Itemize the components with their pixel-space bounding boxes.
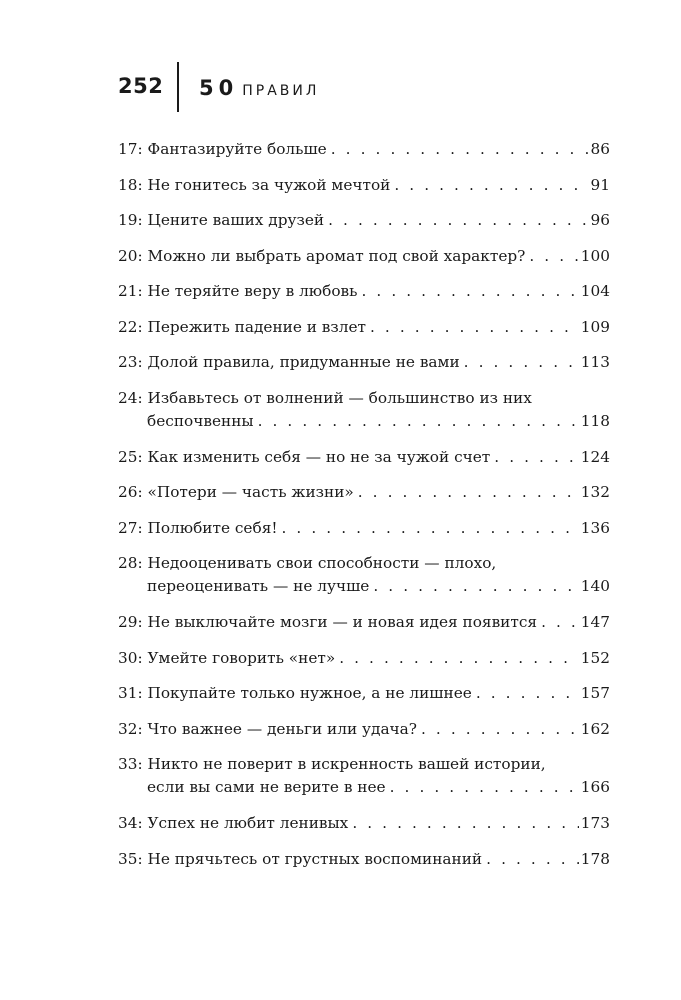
toc-entry-title-continued: беспочвенны	[147, 411, 254, 430]
dot-leader	[328, 209, 588, 232]
dot-leader	[464, 351, 579, 374]
dot-leader	[258, 410, 579, 433]
book-title-number: 50	[199, 76, 239, 100]
dot-leader	[394, 174, 588, 197]
toc-entry-title: Не гонитесь за чужой мечтой	[147, 175, 391, 194]
toc-entry-page: 147	[580, 613, 610, 631]
toc-entry-title: Фантазируйте больше	[147, 140, 327, 158]
toc-entry-title-continued: переоценивать — не лучше	[147, 577, 370, 595]
toc-entry-number: 33:	[118, 755, 143, 773]
toc-entry-title: Можно ли выбрать аромат под свой характер?	[147, 246, 526, 265]
toc-entry-number: 21:	[118, 282, 143, 300]
toc-entry-title-continued: если вы сами не верите в нее	[147, 778, 386, 796]
toc-entry[interactable]	[118, 611, 610, 647]
toc-entry-page: 91	[590, 175, 610, 194]
toc-entry-page: 104	[580, 282, 610, 300]
toc-entry[interactable]	[118, 848, 610, 884]
toc-entry[interactable]	[118, 812, 610, 848]
toc-entry-page: 157	[580, 684, 610, 702]
toc-entry-title: Пережить падение и взлет	[147, 317, 366, 336]
toc-entry-number: 32:	[118, 719, 143, 738]
toc-entry-title: Избавьтесь от волнений — большинство из них	[147, 388, 532, 407]
toc-entry-page: 162	[580, 719, 610, 738]
toc-entry-title: Не прячьтесь от грустных воспоминаний	[147, 849, 483, 868]
toc-entry-number: 20:	[118, 246, 143, 265]
toc-entry-number: 30:	[118, 648, 143, 667]
toc-entry-page: 96	[590, 211, 610, 229]
running-header	[118, 62, 598, 112]
toc-entry[interactable]	[118, 682, 610, 718]
toc-entry-number: 26:	[118, 483, 143, 501]
toc-entry-title: Успех не любит ленивых	[147, 814, 349, 832]
toc-entry-title: Покупайте только нужное, а не лишнее	[147, 684, 472, 702]
dot-leader	[390, 776, 579, 799]
toc-entry-page: 124	[580, 447, 610, 466]
toc-entry[interactable]	[118, 316, 610, 352]
toc-entry[interactable]	[118, 138, 610, 174]
toc-entry[interactable]	[118, 245, 610, 281]
toc-entry-page: 113	[580, 353, 610, 371]
page-number: 252	[118, 74, 164, 98]
dot-leader	[373, 575, 578, 598]
toc-entry-title: Как изменить себя — но не за чужой счет	[147, 447, 491, 466]
toc-entry-page: 166	[580, 778, 610, 796]
toc-entry-page: 178	[580, 849, 610, 868]
toc-entry-number: 18:	[118, 175, 143, 194]
toc-entry-title: «Потери — часть жизни»	[147, 483, 354, 501]
dot-leader	[358, 481, 579, 504]
toc-entry-page: 109	[580, 317, 610, 336]
toc-entry-title: Долой правила, придуманные не вами	[147, 353, 460, 371]
toc-entry[interactable]	[118, 209, 610, 245]
toc-entry-title: Цените ваших друзей	[147, 211, 325, 229]
toc-entry-number: 27:	[118, 518, 143, 537]
toc-entry-page: 86	[590, 140, 610, 158]
toc-entry[interactable]	[118, 718, 610, 754]
toc-entry-number: 25:	[118, 447, 143, 466]
toc-entry[interactable]	[118, 552, 610, 611]
toc-entry-number: 22:	[118, 317, 143, 336]
toc-entry-page: 136	[580, 518, 610, 537]
toc-entry-title: Не выключайте мозги — и новая идея появится	[147, 613, 538, 631]
toc-entry-number: 28:	[118, 554, 143, 572]
toc-entry-page: 100	[580, 246, 610, 265]
toc-entry[interactable]	[118, 446, 610, 482]
toc-entry[interactable]	[118, 280, 610, 316]
toc-entry-title: Не теряйте веру в любовь	[147, 282, 358, 300]
book-title	[199, 76, 319, 100]
toc-entry[interactable]	[118, 351, 610, 387]
dot-leader	[486, 848, 579, 871]
toc-entry-title: Что важнее — деньги или удача?	[147, 719, 417, 738]
toc-entry-page: 132	[580, 483, 610, 501]
toc-entry-number: 31:	[118, 684, 143, 702]
dot-leader	[494, 446, 579, 469]
dot-leader	[476, 682, 579, 705]
toc-entry-number: 19:	[118, 211, 143, 229]
toc-entry[interactable]	[118, 481, 610, 517]
toc-entry-page: 152	[580, 648, 610, 667]
dot-leader	[282, 517, 579, 540]
toc-entry-title: Умейте говорить «нет»	[147, 648, 336, 667]
toc-entry-number: 24:	[118, 388, 143, 407]
toc-entry-title: Полюбите себя!	[147, 518, 278, 537]
header-divider	[177, 62, 179, 112]
dot-leader	[370, 316, 579, 339]
toc-entry[interactable]	[118, 174, 610, 210]
toc-entry-number: 29:	[118, 613, 143, 631]
dot-leader	[421, 718, 579, 741]
toc-entry-number: 23:	[118, 353, 143, 371]
book-title-word: ПРАВИЛ	[242, 83, 320, 99]
dot-leader	[361, 280, 578, 303]
toc-entry[interactable]	[118, 387, 610, 446]
toc-entry-page: 140	[580, 577, 610, 595]
toc-entry-number: 35:	[118, 849, 143, 868]
toc-entry-title: Недооценивать свои способности — плохо,	[147, 554, 497, 572]
toc-entry-number: 17:	[118, 140, 143, 158]
toc-entry-number: 34:	[118, 814, 143, 832]
dot-leader	[339, 647, 579, 670]
toc-entry[interactable]	[118, 753, 610, 812]
dot-leader	[331, 138, 589, 161]
dot-leader	[352, 812, 578, 835]
toc-entry-title: Никто не поверит в искренность вашей истории,	[147, 755, 546, 773]
toc-entry-page: 173	[580, 814, 610, 832]
toc-entry[interactable]	[118, 517, 610, 553]
toc-entry[interactable]	[118, 647, 610, 683]
dot-leader	[529, 245, 578, 268]
table-of-contents	[118, 138, 610, 883]
toc-entry-page: 118	[580, 411, 610, 430]
dot-leader	[541, 611, 579, 634]
